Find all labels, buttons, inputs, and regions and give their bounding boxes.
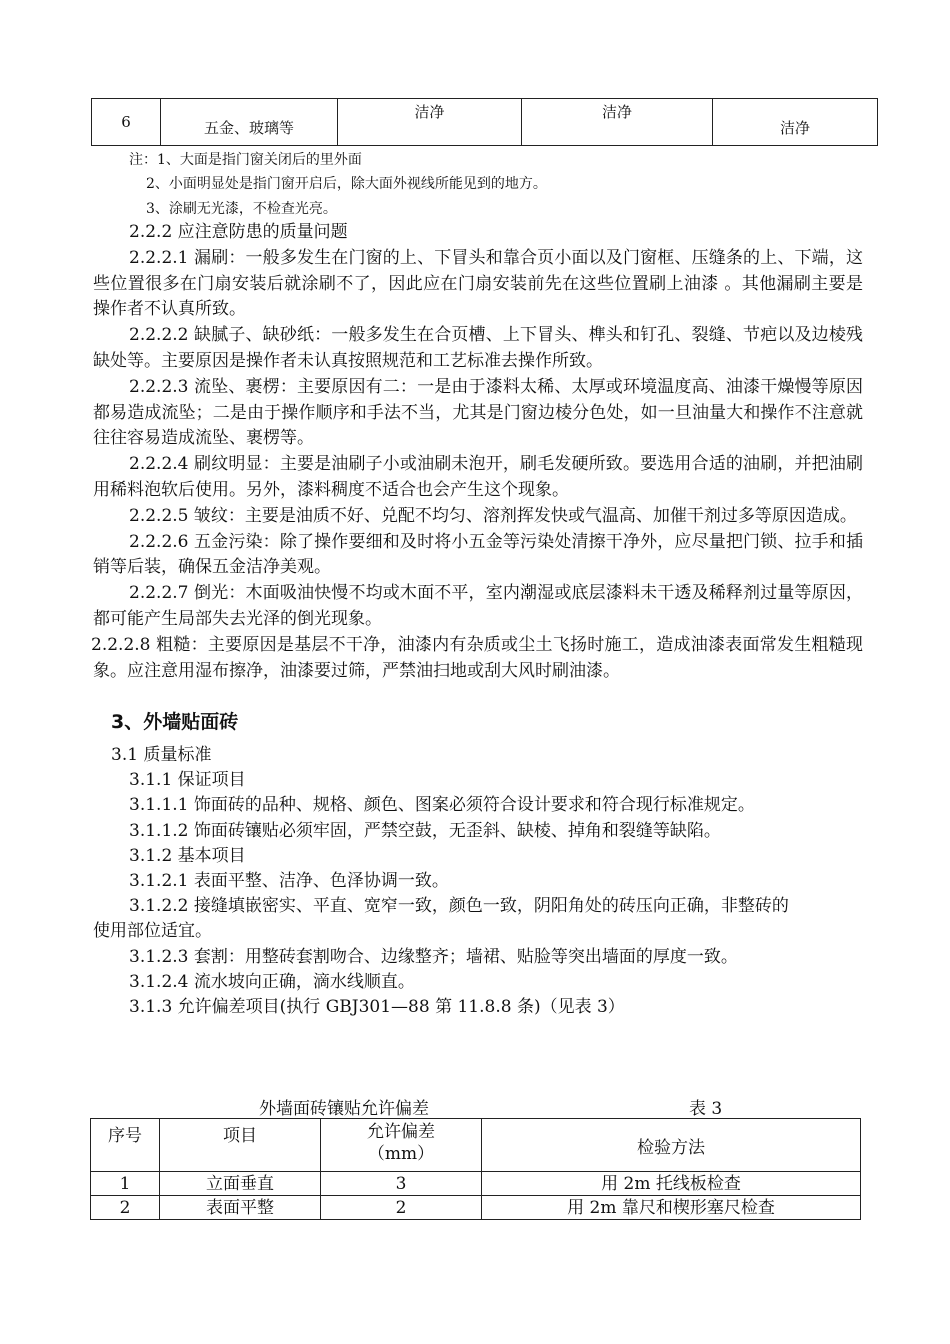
table-row — [91, 1172, 861, 1196]
cell-tolerance: 3 — [321, 1172, 482, 1196]
paragraph: 2.2.2.3 流坠、裹楞：主要原因有二：一是由于漆料太稀、太厚或环境温度高、油漆干燥慢等原因都易造成流坠；二是由于操作顺序和手法不当，尤其是门窗边棱分色处，如一旦油量大和操作不注意就往往容易造成流坠、裹楞等。 — [93, 376, 863, 449]
cell-method: 用 2m 托线板检查 — [482, 1172, 861, 1196]
header-tolerance — [321, 1119, 482, 1172]
cell-item: 立面垂直 — [160, 1172, 321, 1196]
cell-method: 用 2m 靠尺和楔形塞尺检查 — [482, 1196, 861, 1220]
paragraph: 2.2.2.1 漏刷：一般多发生在门窗的上、下冒头和靠合页小面以及门窗框、压缝条的上、下端，这些位置很多在门扇安装后就涂刷不了，因此应在门扇安装前先在这些位置刷上油漆 。其他漏刷主要是操作者不认真所致。 — [93, 247, 863, 320]
section-line: 3.1.2.4 流水坡向正确，滴水线顺直。 — [129, 971, 415, 992]
table-caption: 外墙面砖镶贴允许偏差 — [259, 1099, 429, 1119]
section-line: 3.1.1 保证项目 — [129, 770, 246, 791]
tolerance-table — [90, 1118, 861, 1220]
cell-tolerance: 2 — [321, 1196, 482, 1220]
table-row — [91, 1196, 861, 1220]
note-line-1: 注：1、大面是指门窗关闭后的里外面 — [129, 152, 362, 168]
header-tolerance-unit: （mm） — [367, 1144, 435, 1164]
section-line: 3.1.1.2 饰面砖镶贴必须牢固，严禁空鼓，无歪斜、缺棱、掉角和裂缝等缺陷。 — [129, 820, 721, 841]
paragraph: 2.2.2.2 缺腻子、缺砂纸：一般多发生在合页槽、上下冒头、榫头和钉孔、裂缝、节疤以及边棱残缺处等。主要原因是操作者未认真按照规范和工艺标准去操作所致。 — [93, 325, 863, 371]
table-cell-index: 6 — [92, 99, 161, 146]
paragraph: 2.2.2.4 刷纹明显：主要是油刷子小或油刷未泡开，刷毛发硬所致。要选用合适的油刷，并把油刷用稀料泡软后使用。另外，漆料稠度不适合也会产生这个现象。 — [93, 454, 863, 500]
paragraph: 2.2.2.5 皱纹：主要是油质不好、兑配不均匀、溶剂挥发快或气温高、加催干剂过多等原因造成。 — [129, 505, 857, 526]
table-cell-standard: 洁净 — [338, 99, 522, 146]
header-item: 项目 — [160, 1119, 321, 1172]
header-tolerance-label: 允许偏差 — [367, 1122, 435, 1142]
section-line: 3.1.3 允许偏差项目(执行 GBJ301—88 第 11.8.8 条)（见表 3） — [129, 997, 625, 1018]
section-line: 3.1.2.2 接缝填嵌密实、平直、宽窄一致，颜色一致，阴阳角处的砖压向正确，非整砖的 — [129, 896, 789, 917]
section-heading: 3、外墙贴面砖 — [111, 711, 239, 733]
table-header-row — [91, 1119, 861, 1172]
section-line: 3.1.2.3 套割：用整砖套割吻合、边缘整齐；墙裙、贴脸等突出墙面的厚度一致。 — [129, 946, 738, 967]
section-line: 3.1 质量标准 — [111, 745, 212, 765]
quality-table-continued — [91, 98, 878, 146]
body-text — [93, 220, 863, 684]
section-line: 3.1.1.1 饰面砖的品种、规格、颜色、图案必须符合设计要求和符合现行标准规定。 — [129, 795, 755, 816]
paragraph: 2.2.2.7 倒光：木面吸油快慢不均或木面不平，室内潮湿或底层漆料未干透及稀释剂过量等原因，都可能产生局部失去光泽的倒光现象。 — [93, 583, 863, 629]
section-3-body — [93, 743, 873, 1020]
table-number: 表 3 — [689, 1099, 723, 1119]
subsection-title: 2.2.2 应注意防患的质量问题 — [129, 222, 348, 242]
paragraph: 2.2.2.6 五金污染：除了操作要细和及时将小五金等污染处清擦干净外，应尽量把门锁、拉手和插销等后装，确保五金洁净美观。 — [93, 531, 863, 578]
section-line: 3.1.2 基本项目 — [129, 845, 246, 866]
cell-item: 表面平整 — [160, 1196, 321, 1220]
table-cell-standard: 洁净 — [713, 99, 878, 146]
table-row — [92, 99, 878, 146]
note-line-3: 3、涂刷无光漆，不检查光亮。 — [146, 201, 337, 217]
header-index: 序号 — [91, 1119, 160, 1172]
cell-index: 1 — [91, 1172, 160, 1196]
header-method: 检验方法 — [482, 1119, 861, 1172]
table-cell-item: 五金、玻璃等 — [161, 99, 338, 146]
cell-index: 2 — [91, 1196, 160, 1220]
section-line: 使用部位适宜。 — [93, 921, 212, 942]
table-cell-standard: 洁净 — [522, 99, 713, 146]
paragraph: 2.2.2.8 粗糙：主要原因是基层不干净，油漆内有杂质或尘土飞扬时施工，造成油漆表面常发生粗糙现象。应注意用湿布擦净，油漆要过筛，严禁油扫地或刮大风时刷油漆。 — [91, 634, 863, 681]
section-line: 3.1.2.1 表面平整、洁净、色泽协调一致。 — [129, 871, 449, 892]
note-line-2: 2、小面明显处是指门窗开启后，除大面外视线所能见到的地方。 — [146, 176, 547, 192]
